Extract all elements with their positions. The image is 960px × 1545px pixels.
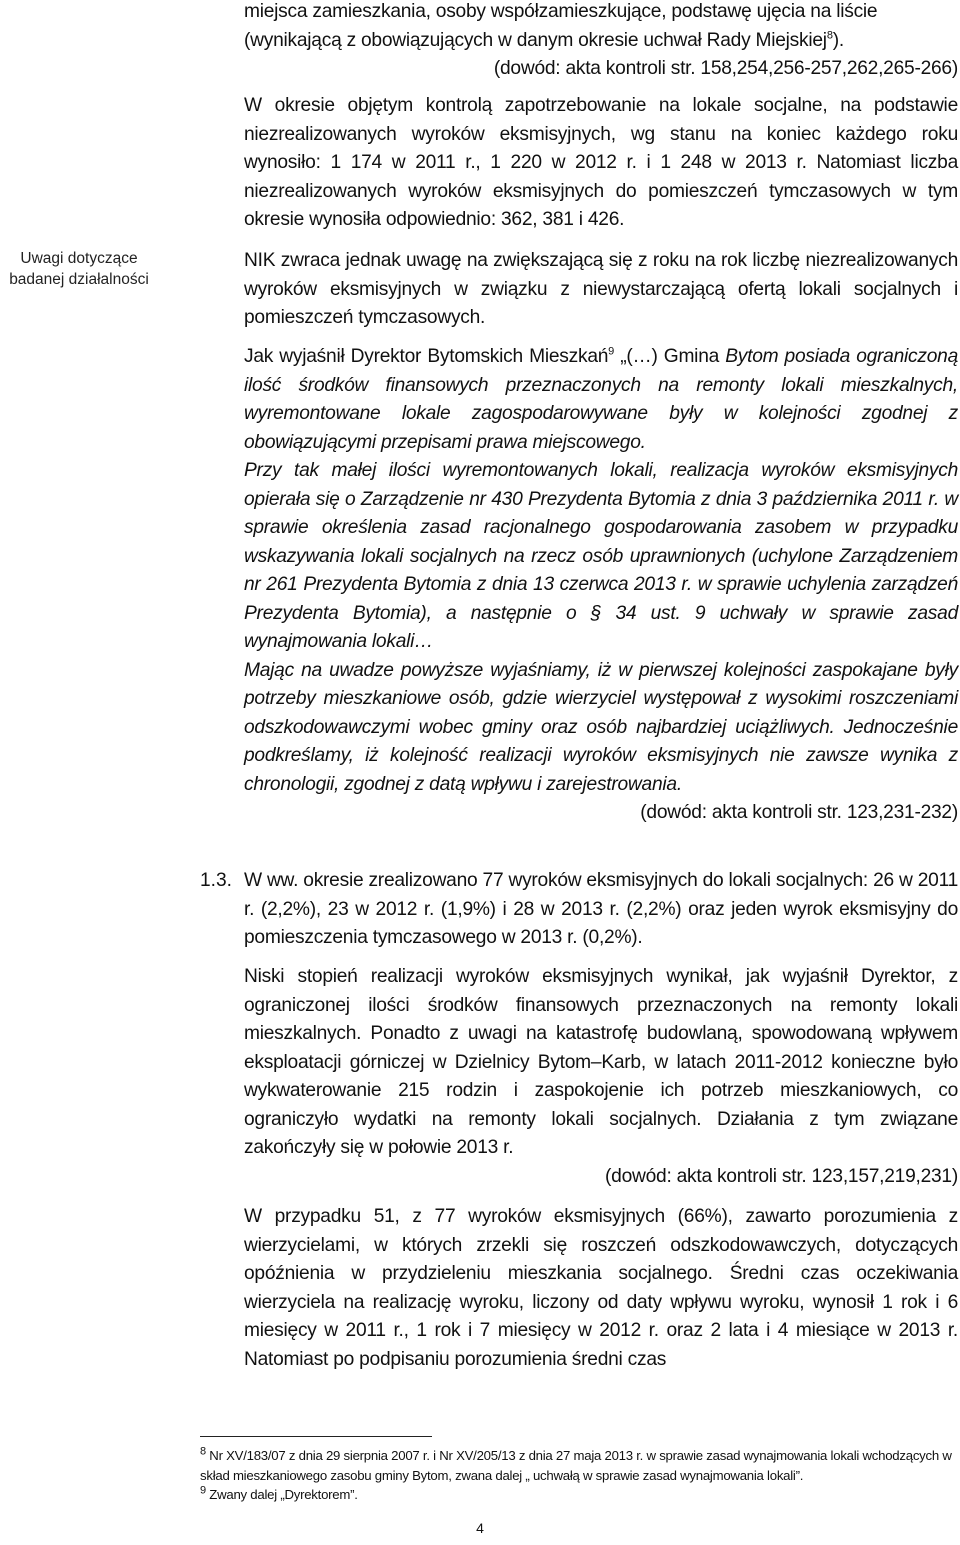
footnote-9 xyxy=(200,1485,958,1505)
paragraph-3-part-1 xyxy=(244,343,958,457)
paragraph-3 xyxy=(244,343,958,828)
footnote-ref-9[interactable]: 9 xyxy=(608,345,615,358)
footnote-9-text: Zwany dalej „Dyrektorem”. xyxy=(205,1487,358,1502)
page-number: 4 xyxy=(476,1520,484,1536)
paragraph-1-text: W okresie objętym kontrolą zapotrzebowanie na lokale socjalne, na podstawie niezrealizowanych wyroków eksmisyjnych, wg stanu na koniec każdego roku wynosiło: 1 174 w 2011 r., 1 220 w 2012 r. i 1 248 w 2013 r. Natomiast liczba niezrealizowanych wyroków eksmisyjnych do pomieszczeń tymczasowych w tym okresie wynosiła odpowiednio: 362, 381 i 426. xyxy=(244,95,958,230)
evidence-a: (dowód: akta kontroli str. 158,254,256-257,262,265-266) xyxy=(493,58,958,79)
paragraph-2-text: NIK zwraca jednak uwagę na zwiększającą się z roku na rok liczbę niezrealizowanych wyroków eksmisyjnych w związku z niewystarczającą ofertą lokali socjalnych i pomieszczeń tymczasowych. xyxy=(244,250,958,328)
footnote-8 xyxy=(200,1446,958,1485)
footnote-ref-8[interactable]: 8 xyxy=(826,29,833,42)
footnote-8-number: 8 xyxy=(200,1445,206,1458)
item-1-3-text: W ww. okresie zrealizowano 77 wyroków eksmisyjnych do lokali socjalnych: 26 w 2011 r. (2,2%), 23 w 2012 r. (1,9%) i 28 w 2013 r. (2,2%) oraz jeden wyrok eksmisyjny do pomieszczenia tymczasowego w 2013 r. (0,2%). xyxy=(244,870,958,948)
top-fragment xyxy=(244,0,958,84)
paragraph-3-lead: Jak wyjaśnił Dyrektor Bytomskich Mieszkań xyxy=(244,346,609,367)
paragraph-3-quote-3: Mając na uwadze powyższe wyjaśniamy, iż w pierwszej kolejności zaspokajane były potrzeby mieszkaniowe osób, gdzie wierzyciel występował z wysokimi roszczeniami odszkodowawczymi wobec gminy oraz osób najbardziej uciążliwych. Jednocześnie podkreślamy, iż kolejność realizacji wyroków eksmisyjnych nie zawsze wynika z chronologii, zgodnej z datą wpływu i zarejestrowania. xyxy=(244,659,958,795)
paragraph-1 xyxy=(244,92,958,235)
top-fragment-line-1: miejsca zamieszkania, osoby współzamieszkujące, podstawę ujęcia na liście xyxy=(244,1,878,22)
item-1-3-number: 1.3. xyxy=(200,870,233,891)
margin-note-line-1: Uwagi dotyczące xyxy=(20,250,138,267)
paragraph-5 xyxy=(244,1203,958,1374)
top-fragment-line-2-end: ). xyxy=(832,29,844,51)
paragraph-4 xyxy=(244,963,958,1191)
paragraph-3-quote-1: Bytom posiada ograniczoną ilość środków finansowych przeznaczonych na remonty lokali mieszkalnych, wyremontowane lokale zagospodarowywane były w kolejności zgodnej z obowiązującymi przepisami prawa miejscowego. xyxy=(244,346,958,453)
paragraph-2 xyxy=(244,247,958,333)
paragraph-4-text: Niski stopień realizacji wyroków eksmisyjnych wynikał, jak wyjaśnił Dyrektor, z ograniczonej ilości środków finansowych przeznaczonych na remonty lokali mieszkalnych. Ponadto z uwagi na katastrofę budowlaną, spowodowaną wpływem eksploatacji górniczej w Dzielnicy Bytom–Karb, w latach 2011-2012 konieczne było wykwaterowanie 215 rodzin i zaspokojenie ich potrzeb mieszkaniowych, co ograniczyło wydatki na remonty lokali socjalnych. Działania z tym związane zakończyły się w połowie 2013 r. xyxy=(244,966,958,1158)
footnote-9-number: 9 xyxy=(200,1484,206,1497)
item-1-3 xyxy=(244,867,958,953)
margin-note-line-2: badanej działalności xyxy=(9,271,149,288)
footnote-divider xyxy=(200,1436,432,1437)
footnotes xyxy=(200,1446,958,1505)
top-fragment-line-2-text: (wynikającą z obowiązujących w danym okresie uchwał Rady Miejskiej xyxy=(244,29,827,51)
evidence-c: (dowód: akta kontroli str. 123,157,219,231) xyxy=(605,1165,958,1187)
top-fragment-line-2 xyxy=(244,27,958,56)
paragraph-3-mid: „(…) Gmina xyxy=(614,346,726,367)
evidence-b: (dowód: akta kontroli str. 123,231-232) xyxy=(640,802,958,823)
paragraph-5-text: W przypadku 51, z 77 wyroków eksmisyjnych (66%), zawarto porozumienia z wierzycielami, w których zrzekli się roszczeń odszkodowawczych, dotyczących opóźnienia w przydzieleniu mieszkania socjalnego. Średni czas oczekiwania wierzyciela na realizację wyroku, liczony od daty wpływu wyroku, wynosił 1 rok i 6 miesięcy w 2011 r., 1 rok i 7 miesięcy w 2012 r. oraz 2 lata i 4 miesiące w 2013 r. Natomiast po podpisaniu porozumienia średni czas xyxy=(244,1206,958,1370)
footnote-8-text: Nr XV/183/07 z dnia 29 sierpnia 2007 r. i Nr XV/205/13 z dnia 27 maja 2013 r. w sprawie zasad wynajmowania lokali wchodzących w skład mieszkaniowego zasobu gminy Bytom, zwana dalej „ uchwałą w sprawie zasad wynajmowania lokali”. xyxy=(200,1448,952,1483)
margin-note xyxy=(0,248,158,290)
paragraph-3-quote-2: Przy tak małej ilości wyremontowanych lokali, realizacja wyroków eksmisyjnych opierała się o Zarządzenie nr 430 Prezydenta Bytomia z dnia 3 października 2011 r. w sprawie określenia zasad racjonalnego gospodarowania zasobem w przypadku wskazywania lokali socjalnych na rzecz osób uprawnionych (uchylone Zarządzeniem nr 261 Prezydenta Bytomia z dnia 13 czerwca 2013 r. w sprawie uchylenia zarządzeń Prezydenta Bytomia), a następnie o § 34 ust. 9 uchwały w sprawie zasad wynajmowania lokali… xyxy=(244,460,958,652)
